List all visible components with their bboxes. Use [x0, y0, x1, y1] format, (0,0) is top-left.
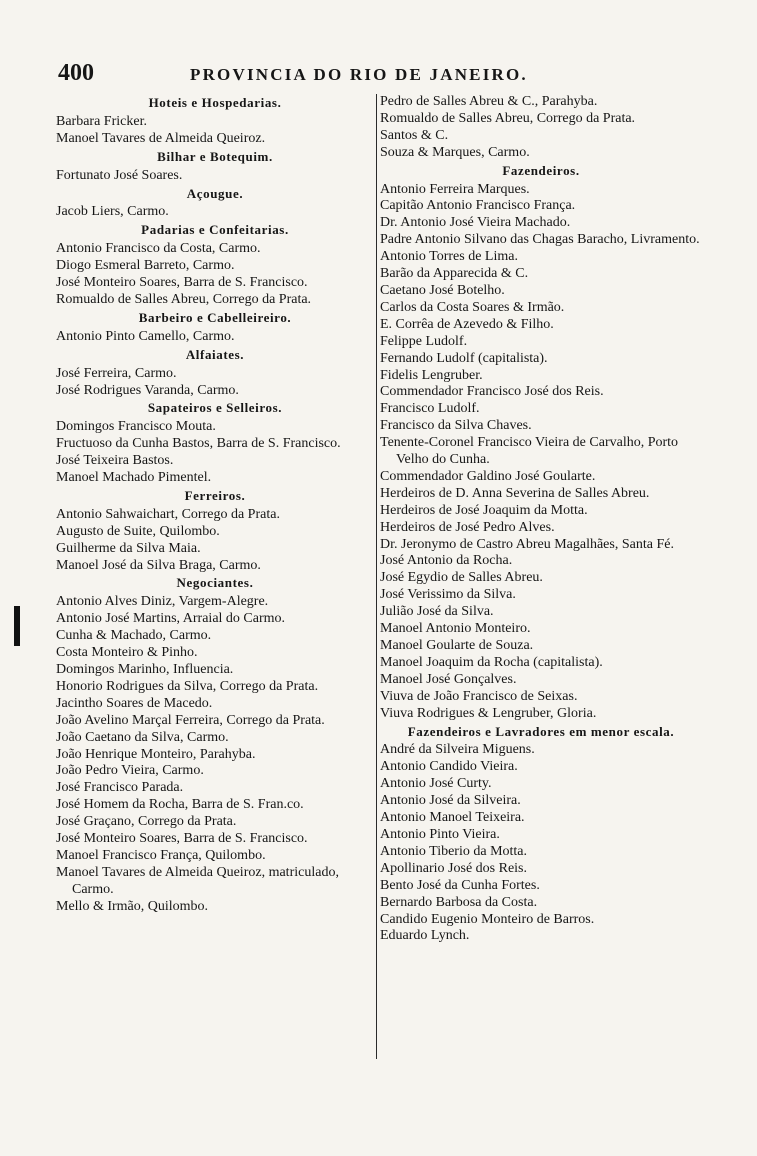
directory-entry: Antonio José da Silveira. [380, 793, 521, 809]
directory-entry: Manoel José Gonçalves. [380, 671, 517, 687]
directory-entry: Padre Antonio Silvano das Chagas Baracho, Livramento. [380, 232, 700, 248]
directory-entry: João Henrique Monteiro, Parahyba. [56, 746, 256, 762]
directory-entry: Manoel Francisco França, Quilombo. [56, 847, 266, 863]
directory-entry: Fidelis Lengruber. [380, 367, 483, 383]
directory-entry: Barão da Apparecida & C. [380, 266, 529, 282]
directory-entry: Commendador Galdino José Goularte. [380, 468, 596, 484]
section-heading: Ferreiros. [184, 487, 246, 503]
directory-entry: Jacob Liers, Carmo. [56, 204, 169, 220]
directory-entry: Dr. Antonio José Vieira Machado. [380, 215, 571, 231]
directory-entry: Felippe Ludolf. [380, 333, 468, 349]
directory-entry: Barbara Fricker. [56, 113, 147, 129]
directory-entry: Fructuoso da Cunha Bastos, Barra de S. Francisco. [56, 436, 341, 452]
directory-entry: Candido Eugenio Monteiro de Barros. [380, 911, 595, 927]
page-number: 400 [58, 60, 94, 86]
directory-entry: Cunha & Machado, Carmo. [56, 628, 212, 644]
directory-section [56, 347, 374, 400]
directory-entry: Francisco Ludolf. [380, 401, 480, 417]
directory-entry: Jacintho Soares de Macedo. [56, 695, 213, 711]
directory-entry: Romualdo de Salles Abreu, Corrego da Prata. [380, 110, 636, 126]
directory-entry: Eduardo Lynch. [380, 928, 470, 944]
directory-entry: Santos & C. [380, 127, 449, 143]
directory-entry: Manoel José da Silva Braga, Carmo. [56, 557, 261, 573]
page-title: PROVINCIA DO RIO DE JANEIRO. [190, 65, 528, 84]
directory-entry: Carlos da Costa Soares & Irmão. [380, 299, 565, 315]
directory-entry: Viuva Rodrigues & Lengruber, Gloria. [380, 705, 597, 721]
directory-entry: João Pedro Vieira, Carmo. [56, 763, 204, 779]
directory-entry: José Verissimo da Silva. [380, 587, 516, 603]
directory-entry: Romualdo de Salles Abreu, Corrego da Prata. [56, 291, 312, 307]
section-heading: Alfaiates. [185, 346, 245, 362]
directory-section [56, 149, 374, 185]
directory-entry: Bernardo Barbosa da Costa. [380, 894, 538, 910]
directory-entry: Antonio Manoel Teixeira. [380, 810, 525, 826]
directory-entry: Bento José da Cunha Fortes. [380, 877, 540, 893]
directory-entry: Manoel Joaquim da Rocha (capitalista). [380, 654, 603, 670]
section-heading: Padarias e Confeitarias. [141, 222, 289, 238]
directory-entry: André da Silveira Miguens. [380, 742, 535, 758]
directory-entry: Antonio Candido Vieira. [380, 759, 518, 775]
directory-entry: Antonio José Curty. [380, 776, 492, 792]
directory-entry: Manoel Tavares de Almeida Queiroz, matriculado, Carmo. [56, 864, 339, 897]
directory-entry: Mello & Irmão, Quilombo. [56, 898, 209, 914]
directory-entry: José Monteiro Soares, Barra de S. Francisco. [56, 831, 308, 847]
directory-section [56, 186, 374, 222]
directory-entry: José Monteiro Soares, Barra de S. Francisco. [56, 275, 308, 291]
directory-section [56, 310, 374, 346]
left-column [56, 94, 374, 916]
directory-section [56, 400, 374, 487]
directory-section [56, 222, 374, 309]
directory-entry: José Ferreira, Carmo. [56, 365, 177, 381]
directory-entry: Antonio Pinto Camello, Carmo. [56, 328, 235, 344]
directory-entry: José Antonio da Rocha. [380, 553, 513, 569]
column-divider [376, 94, 377, 1059]
directory-entry: Augusto de Suite, Quilombo. [56, 523, 220, 539]
directory-entry: Antonio Torres de Lima. [380, 249, 518, 265]
directory-entry: Herdeiros de D. Anna Severina de Salles Abreu. [380, 485, 650, 501]
directory-entry: Antonio Tiberio da Motta. [380, 843, 528, 859]
directory-entry: Costa Monteiro & Pinho. [56, 645, 198, 661]
right-column [380, 94, 702, 945]
directory-entry: José Rodrigues Varanda, Carmo. [56, 382, 239, 398]
directory-entry: Honorio Rodrigues da Silva, Corrego da Prata. [56, 678, 319, 694]
directory-entry: Antonio Ferreira Marques. [380, 181, 530, 197]
directory-entry: Antonio Alves Diniz, Vargem-Alegre. [56, 594, 269, 610]
directory-entry: Antonio Sahwaichart, Corrego da Prata. [56, 506, 280, 522]
directory-entry: Herdeiros de José Pedro Alves. [380, 519, 555, 535]
directory-section [380, 163, 702, 723]
directory-section [56, 575, 374, 915]
directory-section [56, 95, 374, 148]
section-heading: Negociantes. [176, 575, 254, 591]
directory-entry: Apollinario José dos Reis. [380, 860, 527, 876]
directory-entry: Capitão Antonio Francisco França. [380, 198, 576, 214]
directory-entry: Herdeiros de José Joaquim da Motta. [380, 502, 588, 518]
section-heading: Bilhar e Botequim. [157, 148, 273, 164]
directory-entry: José Teixeira Bastos. [56, 453, 174, 469]
directory-entry: João Caetano da Silva, Carmo. [56, 729, 229, 745]
directory-entry: Domingos Francisco Mouta. [56, 419, 216, 435]
section-heading: Barbeiro e Cabelleireiro. [138, 309, 292, 325]
directory-entry: Pedro de Salles Abreu & C., Parahyba. [380, 94, 598, 109]
directory-entry: Manoel Antonio Monteiro. [380, 621, 531, 637]
directory-entry: José Homem da Rocha, Barra de S. Fran.co. [56, 797, 304, 813]
directory-entry: Souza & Marques, Carmo. [380, 144, 530, 160]
directory-entry: Caetano José Botelho. [380, 282, 505, 298]
directory-entry: Manoel Machado Pimentel. [56, 470, 212, 486]
directory-entry: Antonio Pinto Vieira. [380, 826, 500, 842]
section-heading: Açougue. [186, 185, 244, 201]
section-heading: Fazendeiros. [502, 162, 580, 178]
directory-entry: José Francisco Parada. [56, 780, 184, 796]
directory-entry: Manoel Goularte de Souza. [380, 638, 534, 653]
directory-entry: Francisco da Silva Chaves. [380, 418, 532, 434]
directory-entry: Dr. Jeronymo de Castro Abreu Magalhães, Santa Fé. [380, 536, 674, 552]
directory-entry: João Avelino Marçal Ferreira, Corrego da Prata. [56, 712, 325, 728]
directory-entry: Commendador Francisco José dos Reis. [380, 384, 604, 400]
directory-entry: Julião José da Silva. [380, 604, 494, 620]
page-header [58, 60, 718, 90]
directory-entry: Domingos Marinho, Influencia. [56, 662, 234, 677]
directory-section [380, 94, 702, 162]
directory-section [56, 488, 374, 575]
directory-entry: Fortunato José Soares. [56, 167, 183, 183]
directory-entry: Tenente-Coronel Francisco Vieira de Carvalho, Porto Velho do Cunha. [380, 435, 679, 468]
margin-ink-mark [14, 606, 20, 646]
directory-entry: Diogo Esmeral Barreto, Carmo. [56, 258, 235, 274]
directory-entry: Antonio Francisco da Costa, Carmo. [56, 241, 261, 257]
directory-entry: Guilherme da Silva Maia. [56, 540, 201, 556]
directory-entry: Antonio José Martins, Arraial do Carmo. [56, 611, 286, 627]
directory-entry: Viuva de João Francisco de Seixas. [380, 688, 578, 704]
directory-entry: E. Corrêa de Azevedo & Filho. [380, 316, 554, 332]
directory-entry: José Graçano, Corrego da Prata. [56, 814, 237, 830]
section-heading: Hoteis e Hospedarias. [148, 95, 282, 110]
directory-entry: Manoel Tavares de Almeida Queiroz. [56, 130, 266, 146]
directory-entry: Fernando Ludolf (capitalista). [380, 350, 548, 366]
directory-section [380, 724, 702, 946]
directory-entry: José Egydio de Salles Abreu. [380, 570, 543, 586]
section-heading: Fazendeiros e Lavradores em menor escala. [407, 723, 675, 739]
section-heading: Sapateiros e Selleiros. [147, 400, 283, 416]
